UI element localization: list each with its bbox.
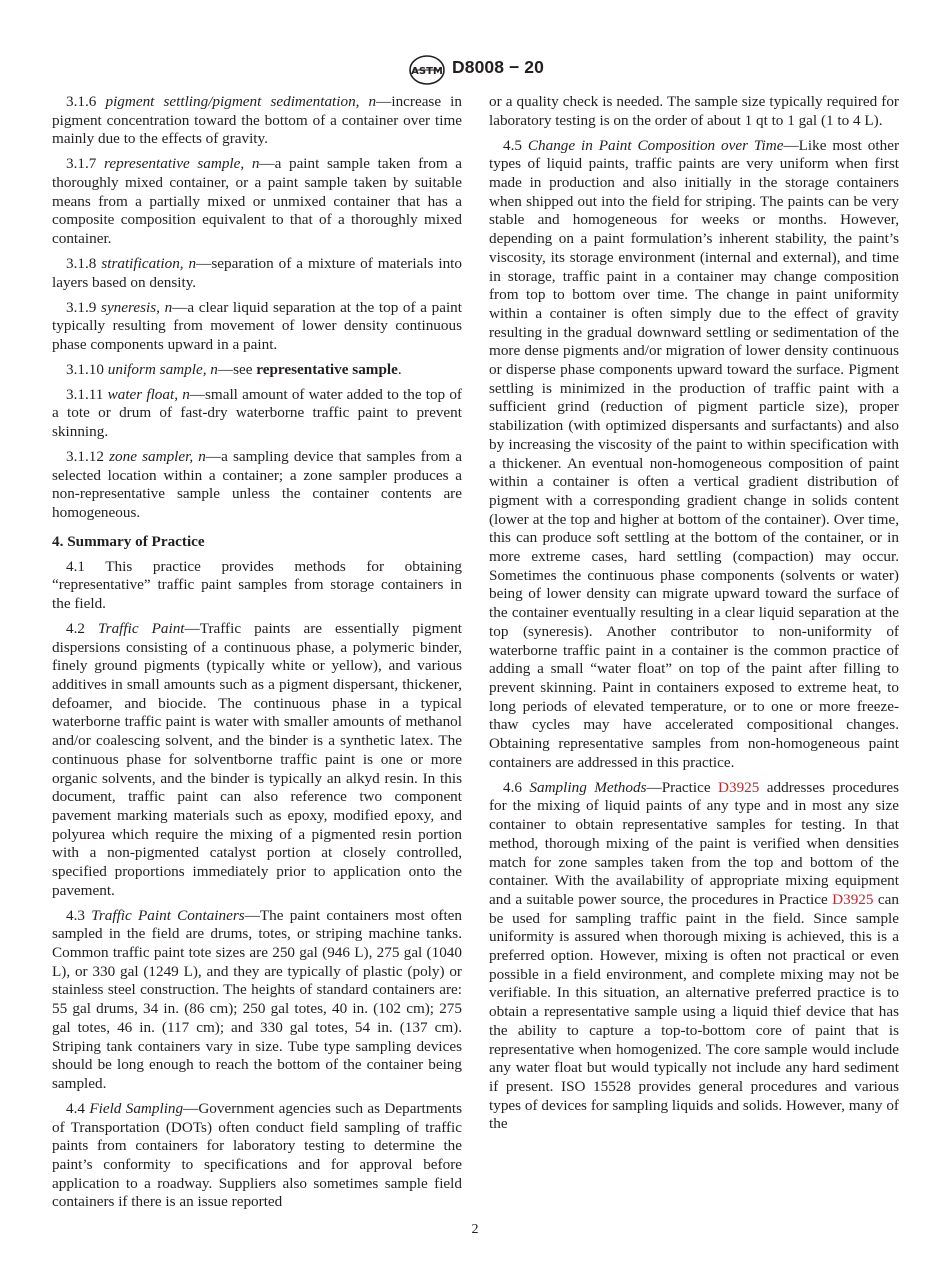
definition-3-1-8: 3.1.8 stratification, n—separation of a mixture of materials into layers based on density. xyxy=(52,255,462,291)
paragraph-4-5: 4.5 Change in Paint Composition over Time—Like most other types of liquid paints, traffic paints are very uniform when first made in production and also initially in the storage containers when shipped out into the field for striping. The paints can be very stable and homogeneous for weeks or months. However, depending on a paint formulation’s inherent stability, the paint’s viscosity, its storage environment (internal and external), and time in storage, traffic paint in a container may change composition from top to bottom over time. The change in paint uniformity within a container is often simply due to the effect of gravity resulting in the gradual downward settling or sedimentation of the more dense pigments and/or migration of lower density continuous or disperse phase components upward toward the surface. Pigment settling is minimized in the production of traffic paint with a sufficient grind (reduction of pigment particle size), proper stabilization (with optimized dispersants and surfactants) and also by increasing the viscosity of the paint to within specification with a thickener. An eventual non-homogeneous composition of paint within a container is often a vertical gradient distribution of pigment with a corresponding gradient change in solids content (lower at the top and higher at bottom of the container). Over time, this can produce soft settling at the bottom of the container, or in more extreme cases, hard settling (compaction) may occur. Sometimes the continuous phase components (solvents or water) being of lower density can migrate upward toward the surface of the container eventually resulting in a clear liquid separation at the top (syneresis). Another contributor to non-uniformity of waterborne traffic paint in a container is the common practice of adding a small “water float” on top of the paint after filling to prevent skinning. Paint in containers exposed to extreme heat, to long periods of elevated temperature, or to one or more freeze-thaw cycles may have accelerated compositional changes. Obtaining representative samples from non-homogeneous paint containers are addressed in this practice. xyxy=(489,136,899,771)
page-header xyxy=(0,55,950,85)
d3925-link-2[interactable]: D3925 xyxy=(832,890,874,908)
definition-3-1-12: 3.1.12 zone sampler, n—a sampling device that samples from a selected location within a container; a zone sampler produces a non-representative sample unless the container contents are homogeneous. xyxy=(52,448,463,522)
section-heading-4: 4. Summary of Practice xyxy=(52,532,205,550)
paragraph-4-1: 4.1 This practice provides methods for obtaining “representative” traffic paint samples from storage containers in the field. xyxy=(52,557,462,612)
paragraph-4-4-continued: or a quality check is needed. The sample size typically required for laboratory testing is on the order of about 1 qt to 1 gal (1 to 4 L). xyxy=(489,93,899,129)
paragraph-4-3: 4.3 Traffic Paint Containers—The paint containers most often sampled in the field are drums, totes, or striping machine tanks. Common traffic paint tote sizes are 250 gal (946 L), 275 gal (1040 L), or 330 gal (1249 L), and they are typically of plastic (poly) or stainless steel construction. The heights of standard containers are: 55 gal drums, 34 in. (86 cm); 250 gal totes, 40 in. (102 cm); 275 gal totes, 46 in. (117 cm); and 330 gal totes, 54 in. (137 cm). Striping tank containers vary in size. Tube type sampling devices should be long enough to reach the bottom of the container being sampled. xyxy=(52,906,463,1092)
svg-text:ASTM: ASTM xyxy=(411,66,443,77)
definition-3-1-10: 3.1.10 uniform sample, n—see representative sample. xyxy=(66,360,402,378)
document-number: D8008 − 20 xyxy=(452,57,544,77)
paragraph-4-6: 4.6 Sampling Methods—Practice D3925 addresses procedures for the mixing of liquid paints of any type and in most any size container to obtain representative samples for testing. In that method, thorough mixing of the paint is verified when densities match for zone samples taken from the top and bottom of the container. With the availability of appropriate mixing equipment and a suitable power source, the procedures in Practice D3925 can be used for sampling traffic paint in the field. Since sample uniformity is assured when thorough mixing is achieved, this is a preferred option. However, mixing is often not practical or even possible in a field environment, and complete mixing may not be verifiable. In this situation, an alternative preferred practice is to obtain a representative sample using a liquid thief device that has the ability to capture a top-to-bottom core of paint that is representative when homogenized. The core sample would include any water float but would typically not include any hard sediment if present. ISO 15528 provides general procedures and various types of devices for sampling liquids and solids. However, many of the xyxy=(489,778,900,1133)
definition-3-1-11: 3.1.11 water float, n—small amount of water added to the top of a tote or drum of fast-dry waterborne traffic paint to prevent skinning. xyxy=(52,385,462,441)
d3925-link[interactable]: D3925 xyxy=(718,778,760,796)
definition-3-1-7: 3.1.7 representative sample, n—a paint sample taken from a thoroughly mixed container, or a paint sample taken by suitable means from a partially mixed or unmixed container that has a composite composition equivalent to that of a thoroughly mixed container. xyxy=(52,155,463,248)
astm-logo-icon xyxy=(408,55,446,85)
definition-3-1-6: 3.1.6 pigment settling/pigment sedimentation, n—increase in pigment concentration toward the bottom of a container over time mainly due to the effects of gravity. xyxy=(52,93,462,148)
definition-3-1-9: 3.1.9 syneresis, n—a clear liquid separation at the top of a paint typically resulting from movement of lower density continuous phase components upward in a paint. xyxy=(52,298,462,353)
left-column xyxy=(52,93,462,1218)
paragraph-4-4: 4.4 Field Sampling—Government agencies such as Departments of Transportation (DOTs) often conduct field sampling of traffic paints from containers for laboratory testing to determine the paint’s conformity to specifications and for approval before application to a roadway. Suppliers also sometimes sample field containers if there is an issue reported xyxy=(52,1099,462,1211)
right-column xyxy=(489,93,899,1140)
paragraph-4-2: 4.2 Traffic Paint—Traffic paints are essentially pigment dispersions consisting of a continuous phase, a polymeric binder, finely ground pigments (typically white or yellow), and various additives in small amounts such as a pigment dispersant, thickener, defoamer, and biocide. The continuous phase in a typical waterborne traffic paint is water with smaller amounts of methanol and/or coalescing solvent, and the binder is a synthetic latex. The continuous phase for solventborne traffic paint is one or more organic solvents, and the binder is typically an alkyd resin. In this document, traffic paint can also reference two component pavement marking materials such as epoxy, modified epoxy, and polyurea which require the mixing of a pigmented resin portion with a non-pigmented catalyst portion at closely controlled, specified proportions immediately prior to application onto the pavement. xyxy=(52,619,463,899)
page-number: 2 xyxy=(471,1222,479,1237)
